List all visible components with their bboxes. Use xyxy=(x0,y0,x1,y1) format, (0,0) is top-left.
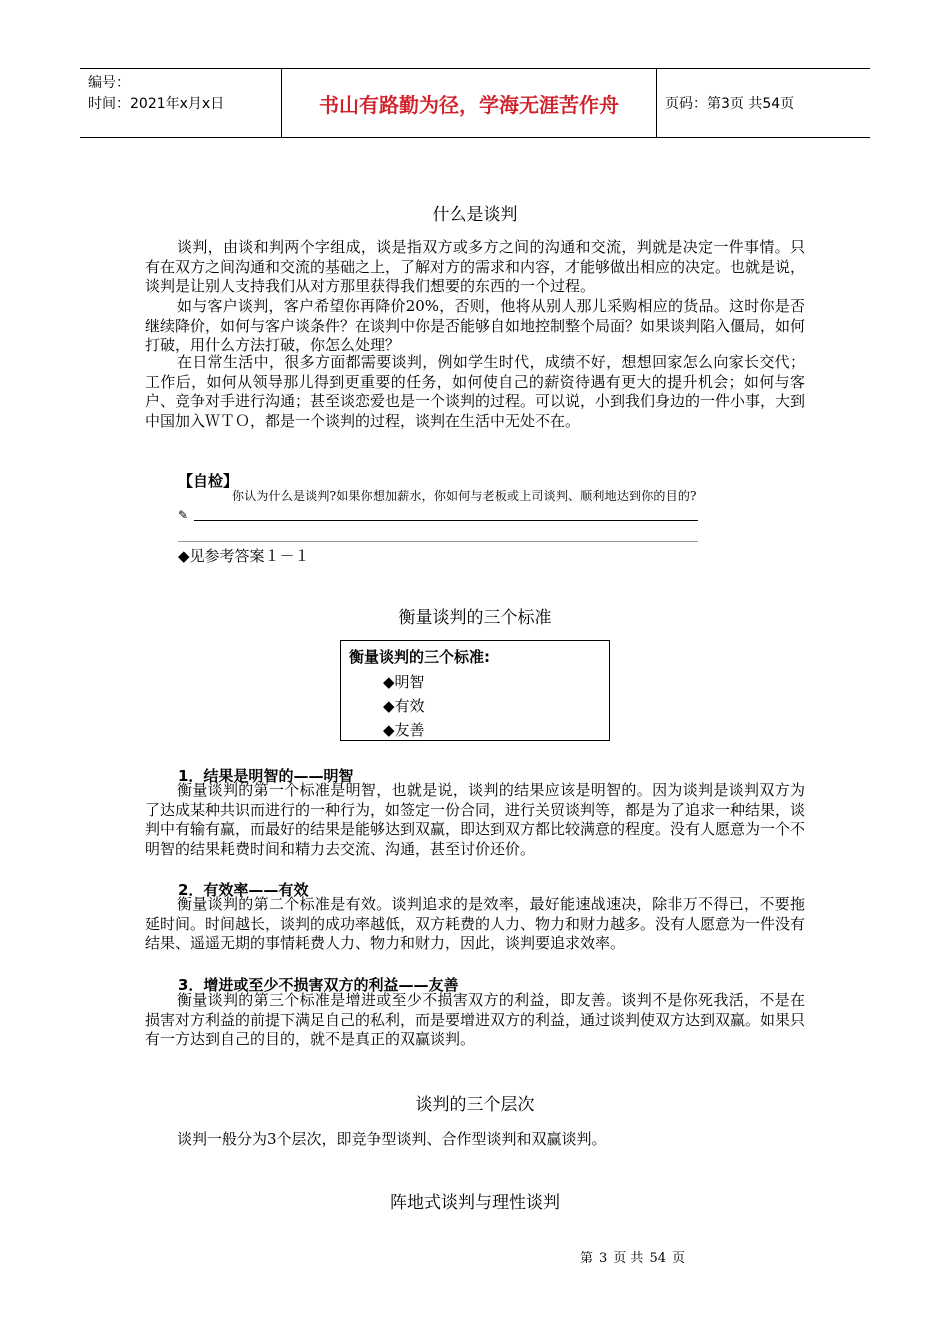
footer-mid: 页 共 xyxy=(613,1251,644,1266)
subsection-heading: 1．结果是明智的——明智 xyxy=(178,767,354,785)
paragraph: 衡量谈判的第一个标准是明智，也就是说，谈判的结果应该是明智的。因为谈判是谈判双方为了达成某种共识而进行的一种行为，如签定一份合同，进行关贸谈判等，都是为了追求一种结果，谈判中有输有赢，而最好的结果是能够达到双赢，即达到双方都比较满意的程度。没有人愿意为一个不明智的结果耗费时间和精力去交流、沟通，甚至讨价还价。 xyxy=(145,781,806,858)
divider xyxy=(178,541,698,542)
paragraph: 衡量谈判的第二个标准是有效。谈判追求的是效率，最好能速战速决，除非万不得已，不要拖延时间。时间越长，谈判的成功率越低，双方耗费的人力、物力和财力越多。没有人愿意为一件没有结果、遥遥无期的事情耗费人力、物力和财力，因此，谈判要追求效率。 xyxy=(145,895,806,952)
header-left-cell xyxy=(80,69,282,137)
answer-line[interactable] xyxy=(178,508,698,524)
answer-underline xyxy=(194,520,698,521)
footer-total: 54 xyxy=(649,1251,666,1266)
footer-suffix: 页 xyxy=(671,1251,685,1266)
footer-prefix: 第 xyxy=(580,1251,594,1266)
paragraph: 如与客户谈判，客户希望你再降价20%，否则，他将从别人那儿采购相应的货品。这时你是否继续降价，如何与客户谈条件？在谈判中你是否能够自如地控制整个局面？如果谈判陷入僵局，如何打破，用什么方法打破，你怎么处理？ xyxy=(145,297,806,354)
standards-box xyxy=(340,640,610,741)
paragraph: 在日常生活中，很多方面都需要谈判，例如学生时代，成绩不好，想想回家怎么向家长交代；工作后，如何从领导那儿得到更重要的任务，如何使自己的薪资待遇有更大的提升机会；如何与客户、竞争对手进行沟通；甚至谈恋爱也是一个谈判的过程。可以说，小到我们身边的一件小事，大到中国加入ＷＴＯ，都是一个谈判的过程，谈判在生活中无处不在。 xyxy=(145,353,806,430)
section-title-what-is: 什么是谈判 xyxy=(432,205,518,225)
footer-page: 3 xyxy=(599,1251,608,1266)
section-title-three-levels: 谈判的三个层次 xyxy=(415,1095,535,1115)
motto: 书山有路勤为径，学海无涯苦作舟 xyxy=(282,69,657,137)
paragraph: 衡量谈判的第三个标准是增进或至少不损害双方的利益，即友善。谈判不是你死我活，不是在损害对方利益的前提下满足自己的私利，而是要增进双方的利益，通过谈判使双方达到双赢。如果只有一方达到自己的目的，就不是真正的双赢谈判。 xyxy=(145,991,806,1048)
standard-item: ◆明智 xyxy=(383,673,425,691)
section-title-positional: 阵地式谈判与理性谈判 xyxy=(390,1193,560,1213)
paragraph: 谈判，由谈和判两个字组成，谈是指双方或多方之间的沟通和交流，判就是决定一件事情。只有在双方之间沟通和交流的基础之上，了解对方的需求和内容，才能够做出相应的决定。也就是说，谈判是让别人支持我们从对方那里获得我们想要的东西的一个过程。 xyxy=(145,238,806,295)
standard-item: ◆有效 xyxy=(383,697,425,715)
standard-item: ◆友善 xyxy=(383,721,425,739)
date-label: 时间：2021年x月x日 xyxy=(88,96,225,112)
subsection-heading: 3．增进或至少不损害双方的利益——友善 xyxy=(178,976,459,994)
standards-box-title: 衡量谈判的三个标准: xyxy=(349,648,490,666)
page-info: 页码：第3页 共54页 xyxy=(665,96,795,112)
reference-answer: ◆见参考答案１－１ xyxy=(178,547,310,565)
page-footer xyxy=(0,1247,950,1266)
paragraph: 谈判一般分为3个层次，即竞争型谈判、合作型谈判和双赢谈判。 xyxy=(177,1130,607,1148)
subsection-heading: 2．有效率——有效 xyxy=(178,881,309,899)
self-check-question: 你认为什么是谈判?如果你想加薪水，你如何与老板或上司谈判、顺利地达到你的目的? xyxy=(232,489,697,503)
pen-icon: ✎ xyxy=(178,508,189,522)
section-title-three-standards: 衡量谈判的三个标准 xyxy=(398,608,552,628)
number-label: 编号： xyxy=(88,75,130,91)
self-check-title: 【自检】 xyxy=(178,472,239,490)
page-header xyxy=(80,68,870,138)
